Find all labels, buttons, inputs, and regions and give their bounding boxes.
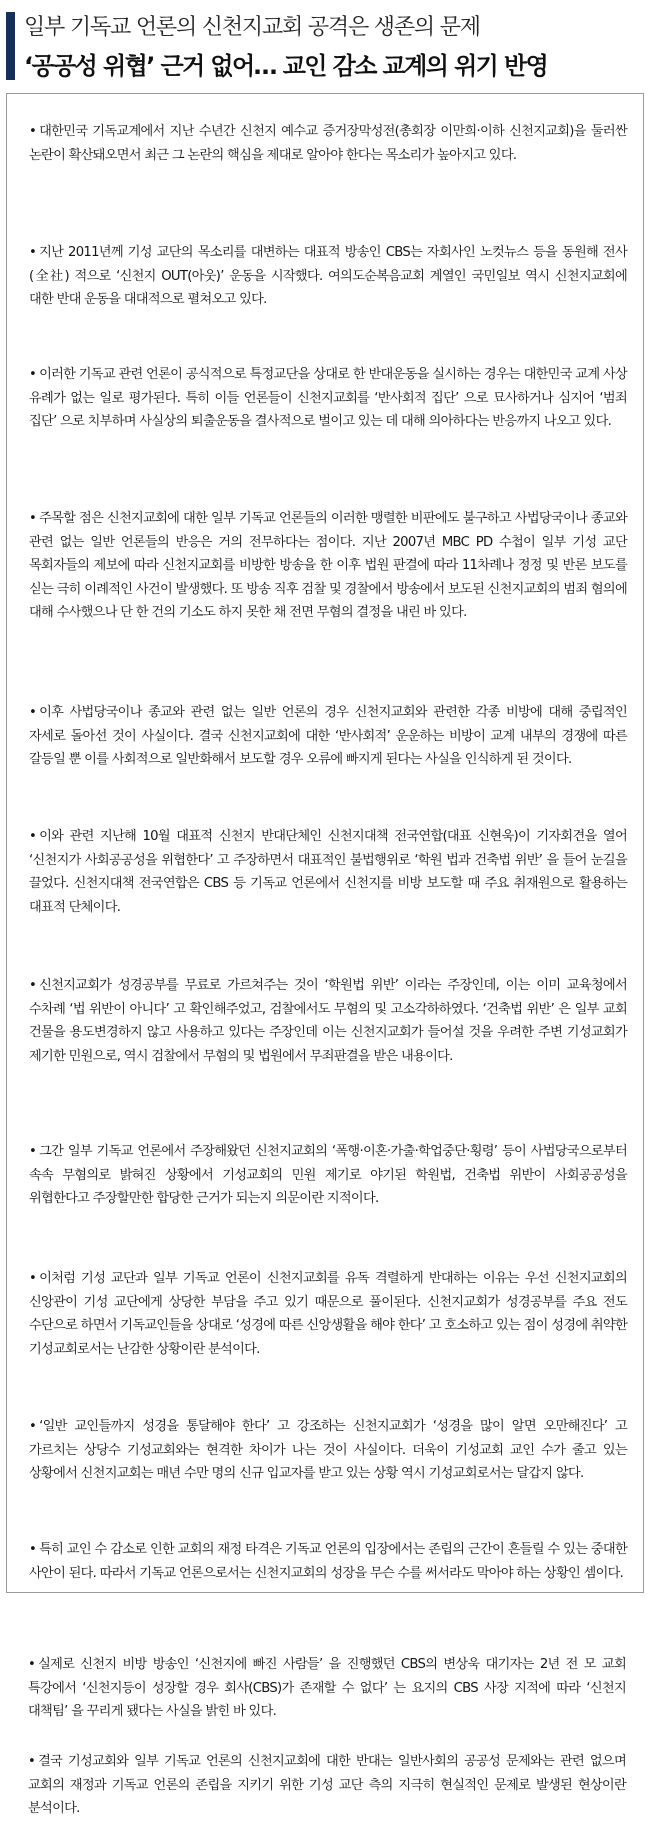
headline-block — [6, 10, 646, 82]
paragraph-10: • ‘일반 교인들까지 성경을 통달해야 한다’ 고 강조하는 신천지교회가 ‘성경을 많이 알면 오만해진다’ 고 가르치는 상당수 기성교회와는 현격한 차이가 나는 것이 사실이다. 더욱이 기성교회 교인 수가 줄고 있는 상황에서 신천지교회는 매년 수만 명의 신규 입교자를 받고 있는 상황 역시 기성교회로서는 달갑지 않다. — [29, 1415, 627, 1486]
article-box — [6, 93, 644, 1593]
paragraph-2: • 지난 2011년께 기성 교단의 목소리를 대변하는 대표적 방송인 CBS는 자회사인 노컷뉴스 등을 동원해 전사(全社) 적으로 ‘신천지 OUT(아웃)’ 운동을 시작했다. 여의도순복음교회 계열인 국민일보 역시 신천지교회에 대한 반대 운동을 대대적으로 펼쳐오고 있다. — [29, 241, 627, 312]
paragraph-12: • 실제로 신천지 비방 방송인 ‘신천지에 빠진 사람들’ 을 진행했던 CBS의 변상욱 대기자는 2년 전 모 교회 특강에서 ‘신천지등이 성장할 경우 회사(CBS)가 존재할 수 없다’ 는 요지의 CBS 사장 지적에 따라 ‘신천지 대책팀’ 을 꾸리게 됐다는 사실을 밝힌 바 있다. — [28, 1653, 626, 1724]
paragraph-1: • 대한민국 기독교계에서 지난 수년간 신천지 예수교 증거장막성전(총회장 이만희·이하 신천지교회)을 둘러싼 논란이 확산돼오면서 최근 그 논란의 핵심을 제대로 알아야 한다는 목소리가 높아지고 있다. — [29, 120, 627, 167]
paragraph-9: • 이처럼 기성 교단과 일부 기독교 언론이 신천지교회를 유독 격렬하게 반대하는 이유는 우선 신천지교회의 신앙관이 기성 교단에게 상당한 부담을 주고 있기 때문으로 풀이된다. 신천지교회가 성경공부를 주요 전도 수단으로 하면서 기독교인들을 상대로 ‘성경에 따른 신앙생활을 해야 한다’ 고 호소하고 있는 점이 성경에 취약한 기성교회로서는 난감한 상황이란 분석이다. — [29, 1267, 627, 1361]
paragraph-7: • 신천지교회가 성경공부를 무료로 가르쳐주는 것이 ‘학원법 위반’ 이라는 주장인데, 이는 이미 교육청에서 수차례 ‘법 위반이 아니다’ 고 확인해주었고, 검찰에서도 무혐의 및 고소각하하였다. ‘건축법 위반’ 은 일부 교회 건물을 용도변경하지 않고 사용하고 있다는 주장인데 이는 신천지교회가 들어설 것을 우려한 주변 기성교회가 제기한 민원으로, 역시 검찰에서 무혐의 및 법원에서 무죄판결을 받은 내용이다. — [29, 974, 627, 1068]
paragraph-11: • 특히 교인 수 감소로 인한 교회의 재정 타격은 기독교 언론의 입장에서는 존립의 근간이 흔들릴 수 있는 중대한 사안이 된다. 따라서 기독교 언론으로서는 신천지교회의 성장을 무슨 수를 써서라도 막아야 하는 상황인 셈이다. — [29, 1538, 627, 1585]
headline-subtitle: 일부 기독교 언론의 신천지교회 공격은 생존의 문제 — [24, 15, 480, 40]
headline-accent-bar — [6, 12, 15, 80]
paragraph-8: • 그간 일부 기독교 언론에서 주장해왔던 신천지교회의 ‘폭행·이혼·가출·학업중단·횡령’ 등이 사법당국으로부터 속속 무혐의로 밝혀진 상황에서 기성교회의 민원 제기로 야기된 학원법, 건축법 위반이 사회공공성을 위협한다고 주장할만한 합당한 근거가 되는지 의문이란 지적이다. — [29, 1140, 627, 1211]
paragraph-6: • 이와 관련 지난해 10월 대표적 신천지 반대단체인 신천지대책 전국연합(대표 신현욱)이 기자회견을 열어 ‘신천지가 사회공공성을 위협한다’ 고 주장하면서 대표적인 불법행위로 ‘학원 법과 건축법 위반’ 을 들어 눈길을 끌었다. 신천지대책 전국연합은 CBS 등 기독교 언론에서 신천지를 비방 보도할 때 주요 취재원으로 활용하는 대표적 단체이다. — [29, 825, 627, 919]
paragraph-5: • 이후 사법당국이나 종교와 관련 없는 일반 언론의 경우 신천지교회와 관련한 각종 비방에 대해 중립적인 자세로 돌아선 것이 사실이다. 결국 신천지교회에 대한 ‘반사회적’ 운운하는 비방이 교계 내부의 경쟁에 따른 갈등일 뿐 이를 사회적으로 일반화해서 보도할 경우 오류에 빠지게 된다는 사실을 인식하게 된 것이다. — [29, 701, 627, 772]
paragraph-3: • 이러한 기독교 관련 언론이 공식적으로 특정교단을 상대로 한 반대운동을 실시하는 경우는 대한민국 교계 사상 유례가 없는 일로 평가된다. 특히 이들 언론들이 신천지교회를 ‘반사회적 집단’ 으로 묘사하거나 심지어 ‘범죄 집단’ 으로 치부하며 사실상의 퇴출운동을 결사적으로 벌이고 있는 데 대해 의아하다는 반응까지 나오고 있다. — [29, 363, 627, 434]
paragraph-13: • 결국 기성교회와 일부 기독교 언론의 신천지교회에 대한 반대는 일반사회의 공공성 문제와는 관련 없으며 교회의 재정과 기독교 언론의 존립을 지키기 위한 기성 교단 측의 지극히 현실적인 문제로 발생된 현상이란 분석이다. — [28, 1750, 626, 1821]
paragraph-4: • 주목할 점은 신천지교회에 대한 일부 기독교 언론들의 이러한 맹렬한 비판에도 불구하고 사법당국이나 종교와 관련 없는 일반 언론들의 반응은 거의 전무하다는 점이다. 지난 2007년 MBC PD 수첩이 일부 기성 교단 목회자들의 제보에 따라 신천지교회를 비방한 방송을 한 이후 법원 판결에 따라 11차례나 정정 및 반론 보도를 싣는 극히 이례적인 사건이 발생했다. 또 방송 직후 검찰 및 경찰에서 방송에서 보도된 신천지교회의 범죄 혐의에 대해 수사했으나 단 한 건의 기소도 하지 못한 채 전면 무혐의 결정을 내린 바 있다. — [29, 507, 627, 625]
headline-title: ‘공공성 위협’ 근거 없어… 교인 감소 교계의 위기 반영 — [24, 52, 548, 80]
